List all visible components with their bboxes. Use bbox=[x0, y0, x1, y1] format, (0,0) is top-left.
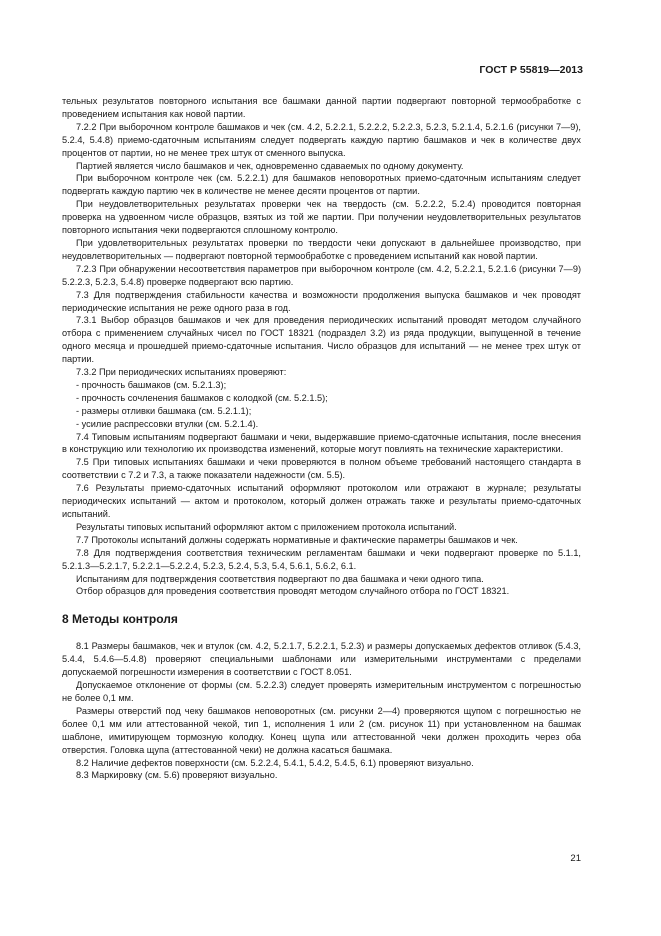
paragraph: 7.3.2 При периодических испытаниях проверяют: bbox=[76, 367, 287, 378]
paragraph: 7.6 Результаты приемо-сдаточных испытаний оформляют протоколом или отражают в журнале; результаты периодических испытаний — актом и протоколом, который должен отражать также и результаты приемо-сдаточных испытаний. bbox=[62, 483, 581, 519]
paragraph: тельных результатов повторного испытания все башмаки данной партии подвергают повторной термообработке с проведением испытания как новой партии. bbox=[62, 96, 581, 119]
section-heading: 8 Методы контроля bbox=[62, 612, 178, 627]
list-item: - прочность сочленения башмаков с колодкой (см. 5.2.1.5); bbox=[76, 392, 328, 403]
list-item: - прочность башмаков (см. 5.2.1.3); bbox=[76, 379, 227, 390]
paragraph: 7.8 Для подтверждения соответствия техническим регламентам башмаки и чеки подвергают проверке по 5.1.1, 5.2.1.3—5.2.1.7, 5.2.2.1—5.2.2.4, 5.2.3, 5.2.4, 5.3, 5.4, 5.6.1, 5.6.2, 6.1. bbox=[62, 547, 581, 571]
paragraph: При удовлетворительных результатах проверки по твердости чеки допускают в дальнейшее производство, при неудовлетворительных — подвергают повторной термообработке с проведением испытаний как новой партии. bbox=[62, 237, 581, 261]
paragraph: Результаты типовых испытаний оформляют актом с приложением протокола испытаний. bbox=[76, 521, 457, 532]
paragraph: 7.3.1 Выбор образцов башмаков и чек для проведения периодических испытаний проводят методом случайного отбора с применением случайных чисел по ГОСТ 18321 (подраздел 3.2) из ряда продукции, выпущенной в течение одного месяца и прошедшей приемо-сдаточные испытания. Число образцов для испытаний — не менее трех штук от партии. bbox=[62, 315, 581, 365]
paragraph: 7.5 При типовых испытаниях башмаки и чеки проверяются в полном объеме требований настоящего стандарта в соответствии с 7.2 и 7.3, а также показатели надежности (см. 5.5). bbox=[62, 457, 581, 481]
paragraph: Отбор образцов для проведения соответствия проводят методом случайного отбора по ГОСТ 18321. bbox=[76, 586, 510, 597]
paragraph: 7.2.3 При обнаружении несоответствия параметров при выборочном контроле (см. 4.2, 5.2.2.1, 5.2.1.6 (рисунки 7—9) 5.2.2.3, 5.2.3, 5.4.8) проверке подвергают всю партию. bbox=[62, 263, 581, 287]
section-8-text bbox=[62, 640, 581, 782]
document-code-header: ГОСТ Р 55819—2013 bbox=[479, 64, 583, 76]
paragraph: Партией является число башмаков и чек, одновременно сдаваемых по одному документу. bbox=[76, 160, 464, 171]
paragraph: 7.3 Для подтверждения стабильности качества и возможности продолжения выпуска башмаков и чек проводят периодические испытания не реже одного раза в год. bbox=[62, 289, 581, 313]
paragraph: Размеры отверстий под чеку башмаков неповоротных (см. рисунки 2—4) проверяются щупом с погрешностью не более 0,1 мм или аттестованной чекой, тип 1, исполнения 1 или 2 (см. рисунок 11) при установленном на башмак шаблоне, имитирующем тормозную колодку. Конец щупа или аттестованной чеки должен проходить через оба отверстия. Головка щупа (аттестованной чеки) не должна касаться башмака. bbox=[62, 705, 581, 755]
list-item: - усилие распрессовки втулки (см. 5.2.1.4). bbox=[76, 418, 259, 429]
paragraph: 8.1 Размеры башмаков, чек и втулок (см. 4.2, 5.2.1.7, 5.2.2.1, 5.2.3) и размеры допускаемых дефектов отливок (5.4.3, 5.4.4, 5.4.6—5.4.8) проверяют специальными шаблонами или измерительными инструментами с пределами допускаемой погрешности измерения в соответствии с ГОСТ 8.051. bbox=[62, 641, 581, 678]
list-item: - размеры отливки башмака (см. 5.2.1.1); bbox=[76, 405, 252, 416]
paragraph: 7.4 Типовым испытаниям подвергают башмаки и чеки, выдержавшие приемо-сдаточные испытания, после внесения в конструкцию или технологию их производства изменений, которые могут повлиять на технические характеристики. bbox=[62, 431, 581, 455]
paragraph: 8.3 Маркировку (см. 5.6) проверяют визуально. bbox=[76, 770, 278, 781]
section-7-text bbox=[62, 95, 581, 598]
page-number: 21 bbox=[570, 853, 581, 864]
paragraph: При выборочном контроле чек (см. 5.2.2.1) для башмаков неповоротных приемо-сдаточным испытаниям следует подвергать каждую партию чек в количестве не менее десяти процентов от партии. bbox=[62, 173, 581, 197]
paragraph: 8.2 Наличие дефектов поверхности (см. 5.2.2.4, 5.4.1, 5.4.2, 5.4.5, 6.1) проверяют визуально. bbox=[76, 757, 474, 768]
paragraph: 7.2.2 При выборочном контроле башмаков и чек (см. 4.2, 5.2.2.1, 5.2.2.2, 5.2.2.3, 5.2.3, 5.2.1.4, 5.2.1.6 (рисунки 7—9), 5.2.4, 5.4.8) приемо-сдаточным испытаниям следует подвергать каждую партию башмаков и чек в количестве двух процентов от партии, но не менее трех штук от сменного выпуска. bbox=[62, 121, 581, 158]
paragraph: Испытаниям для подтверждения соответствия подвергают по два башмака и чеки одного типа. bbox=[76, 573, 484, 584]
paragraph: При неудовлетворительных результатах проверки чек на твердость (см. 5.2.2.2, 5.2.4) проводится повторная проверка на удвоенном числе образцов, взятых из той же партии. При получении неудовлетворительных результатов повторного испытания чеки подвергаются сплошному контролю. bbox=[62, 199, 581, 236]
document-body bbox=[62, 95, 581, 782]
paragraph: 7.7 Протоколы испытаний должны содержать нормативные и фактические параметры башмаков и чек. bbox=[76, 534, 518, 545]
paragraph: Допускаемое отклонение от формы (см. 5.2.2.3) следует проверять измерительным инструментом с погрешностью не более 0,1 мм. bbox=[62, 680, 581, 703]
